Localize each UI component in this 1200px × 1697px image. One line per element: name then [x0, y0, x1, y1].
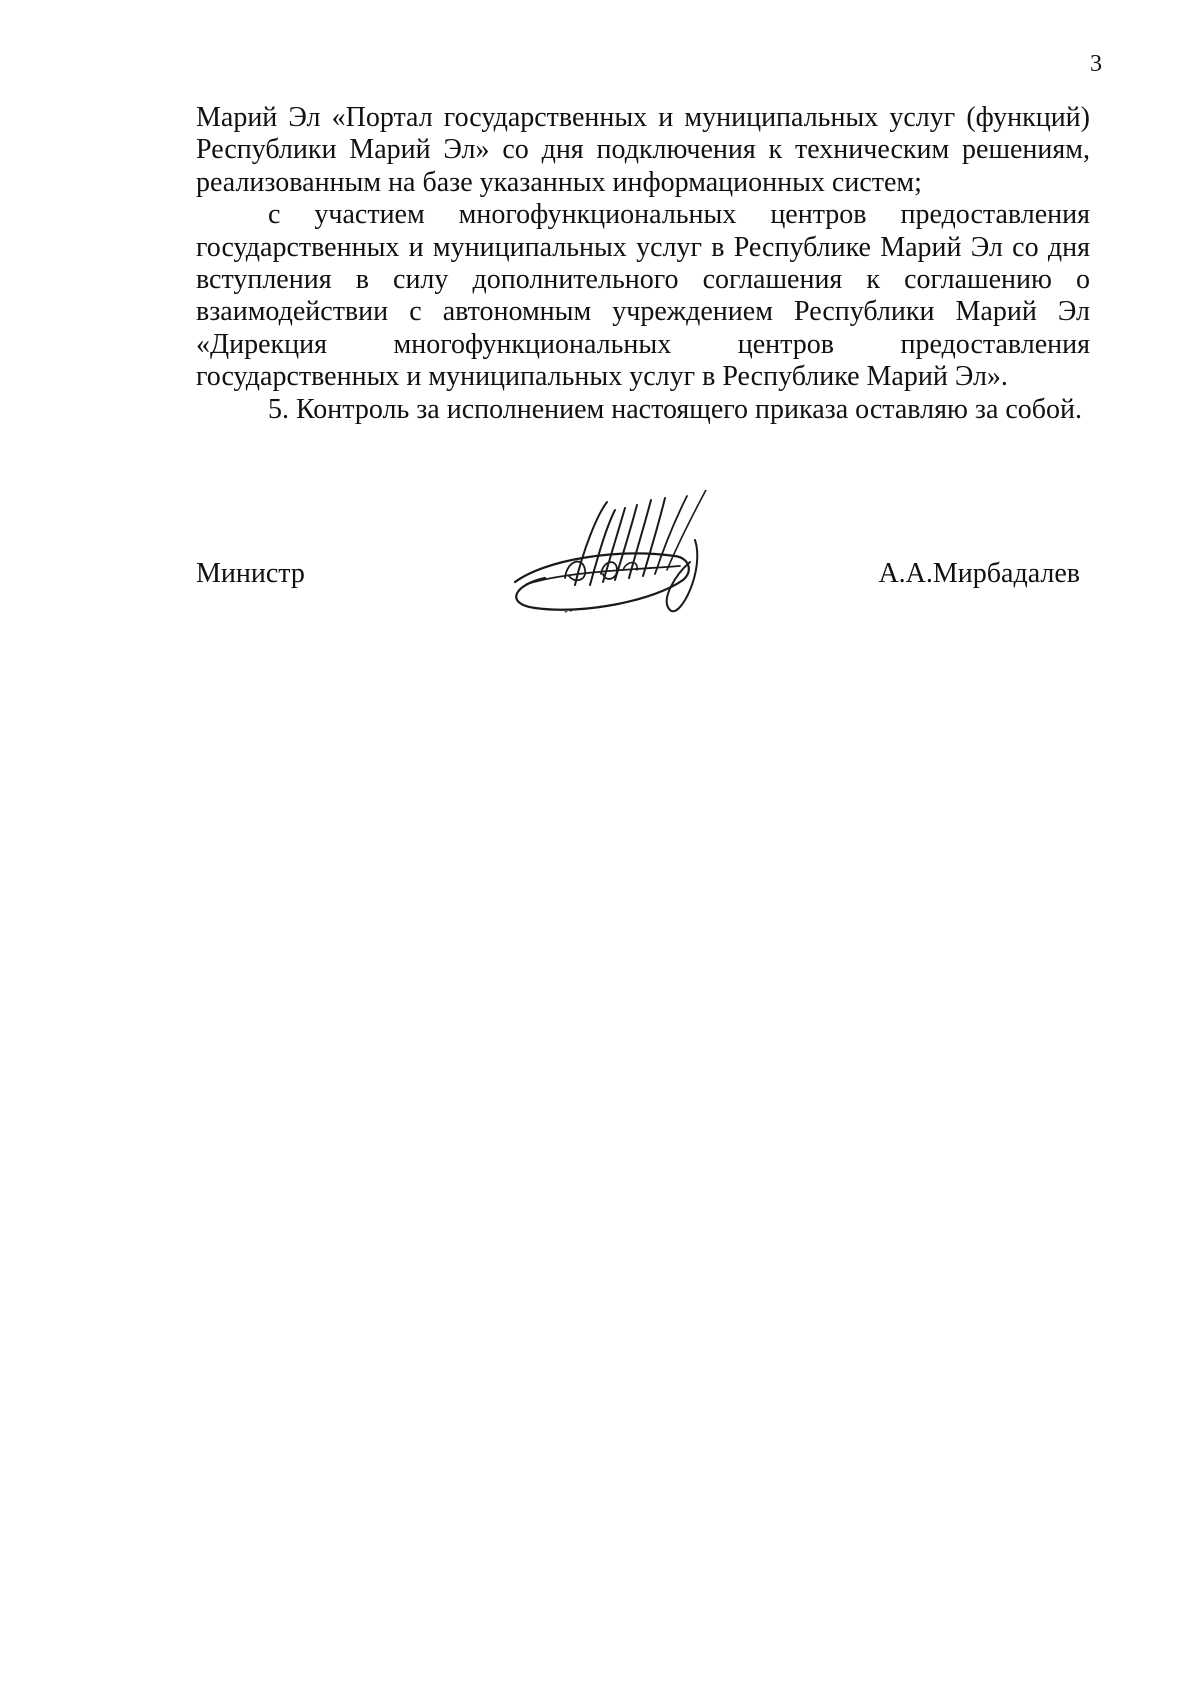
signer-position: Министр — [196, 558, 305, 589]
signer-name: А.А.Мирбадалев — [878, 558, 1080, 589]
page-number: 3 — [1090, 51, 1102, 77]
document-body — [196, 102, 1090, 426]
handwritten-signature-icon — [505, 490, 775, 670]
paragraph-control-clause: 5. Контроль за исполнением настоящего приказа оставляю за собой. — [268, 393, 1083, 425]
paragraph-mfc-participation: с участием многофункциональных центров предоставления государственных и муниципальных услуг в Республике Марий Эл со дня вступления в силу дополнительного соглашения к соглашению о взаимодействии с автономным учреждением Республики Марий Эл «Дирекция многофункциональных центров предоставления государственных и муниципальных услуг в Республике Марий Эл». — [196, 199, 1090, 393]
paragraph-continuation: Марий Эл «Портал государственных и муниципальных услуг (функций) Республики Марий Эл» со дня подключения к техническим решениям, реализованным на базе указанных информационных систем; — [196, 102, 1090, 198]
